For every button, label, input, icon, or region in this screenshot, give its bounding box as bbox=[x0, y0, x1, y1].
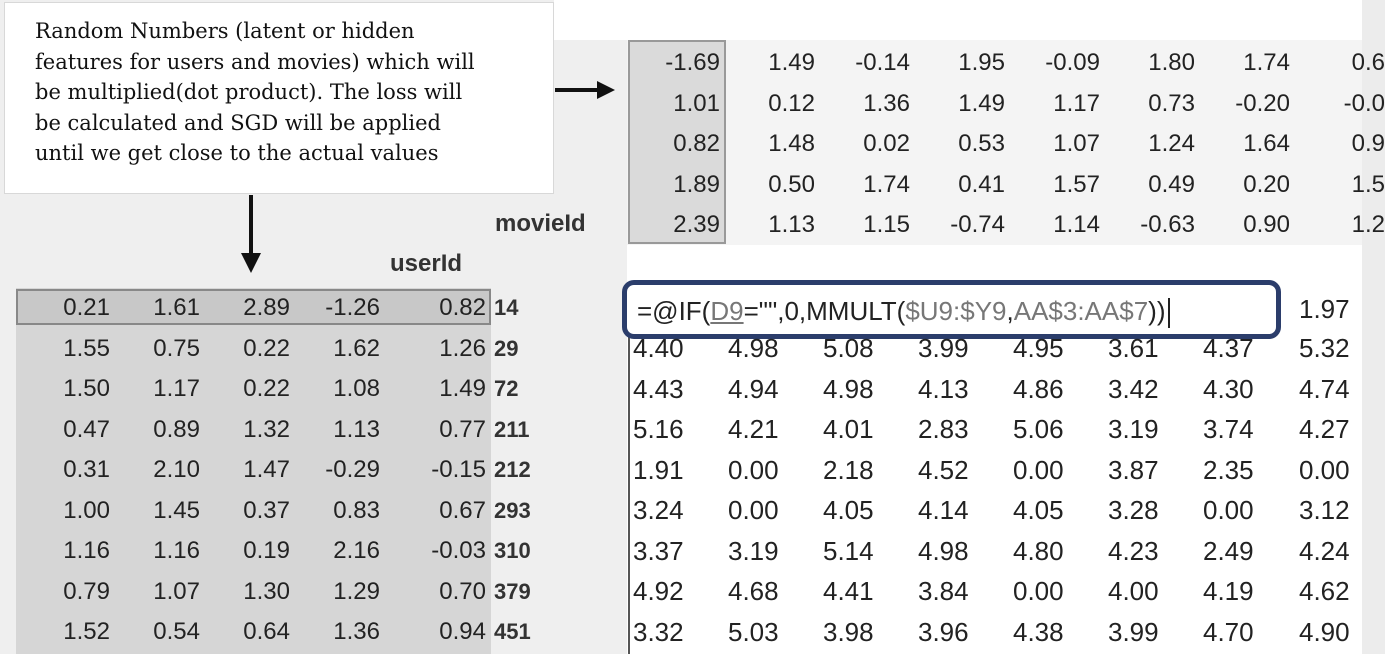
arrow-down-icon bbox=[236, 195, 266, 275]
user-factor-cell[interactable]: 0.19 bbox=[243, 537, 290, 564]
user-factor-cell[interactable]: 1.47 bbox=[243, 456, 290, 483]
movie-factor-cell[interactable]: 0.53 bbox=[958, 130, 1005, 157]
prediction-cell[interactable]: 2.83 bbox=[918, 414, 969, 444]
prediction-cell[interactable]: 4.05 bbox=[823, 495, 874, 525]
user-factor-cell[interactable]: 1.52 bbox=[63, 618, 110, 645]
movie-factor-cell[interactable]: 1.15 bbox=[863, 211, 910, 238]
movie-factor-cell[interactable]: 1.80 bbox=[1148, 49, 1195, 76]
user-factor-cell[interactable]: 1.16 bbox=[63, 537, 110, 564]
user-id-cell: 29 bbox=[494, 335, 519, 361]
user-factor-cell[interactable]: 0.77 bbox=[439, 415, 486, 443]
top-white-area bbox=[554, 0, 1362, 40]
user-factor-cell[interactable]: 1.61 bbox=[153, 294, 200, 321]
user-factor-cell[interactable]: 0.89 bbox=[153, 415, 200, 443]
user-id-cell: 212 bbox=[494, 457, 531, 482]
prediction-cell[interactable]: 4.52 bbox=[918, 454, 969, 485]
user-factor-cell[interactable]: -0.29 bbox=[325, 456, 380, 483]
movie-factor-cell[interactable]: -0.63 bbox=[1140, 211, 1195, 238]
user-factor-cell[interactable]: 1.30 bbox=[243, 577, 290, 605]
user-id-header: userId bbox=[390, 250, 463, 277]
user-factor-cell[interactable]: 0.75 bbox=[153, 334, 200, 362]
prediction-cell[interactable]: 4.13 bbox=[918, 373, 969, 404]
prediction-cell[interactable]: 4.19 bbox=[1203, 576, 1254, 606]
user-id-cell: 379 bbox=[494, 578, 531, 604]
movie-factor-cell[interactable]: -0.74 bbox=[950, 211, 1005, 238]
movie-factor-cell[interactable]: 1.01 bbox=[673, 89, 720, 117]
movie-factor-cell[interactable]: -0.09 bbox=[1045, 49, 1100, 76]
user-factor-cell[interactable]: 0.67 bbox=[439, 496, 486, 524]
user-factor-cell[interactable]: 1.62 bbox=[333, 334, 380, 362]
prediction-cell[interactable]: 3.37 bbox=[633, 535, 684, 566]
prediction-cell[interactable]: 4.98 bbox=[728, 333, 779, 363]
prediction-cell[interactable]: 4.95 bbox=[1013, 333, 1064, 363]
prediction-cell[interactable]: 1.97 bbox=[1299, 294, 1350, 324]
prediction-cell[interactable]: 0.00 bbox=[1299, 454, 1350, 485]
user-factor-cell[interactable]: -0.15 bbox=[431, 456, 486, 483]
prediction-cell[interactable]: 4.92 bbox=[633, 576, 684, 606]
movie-factor-cell[interactable]: 2.39 bbox=[673, 211, 720, 238]
user-factor-cell[interactable]: -1.26 bbox=[325, 294, 380, 321]
prediction-cell[interactable]: 3.28 bbox=[1108, 495, 1159, 525]
movie-factor-cell[interactable]: 1.49 bbox=[958, 89, 1005, 117]
movie-factor-cell[interactable]: 0.02 bbox=[863, 130, 910, 157]
user-factor-cell[interactable]: 0.21 bbox=[63, 294, 110, 321]
user-id-cell: 211 bbox=[494, 416, 530, 442]
prediction-cell[interactable]: 4.00 bbox=[1108, 576, 1159, 606]
user-factor-cell[interactable]: 1.29 bbox=[333, 577, 380, 605]
movie-factor-cell[interactable]: -1.69 bbox=[665, 49, 720, 76]
movie-factor-cell[interactable]: 1.57 bbox=[1053, 170, 1100, 198]
prediction-cell[interactable]: 0.00 bbox=[1203, 495, 1254, 525]
prediction-cell[interactable]: 4.01 bbox=[823, 414, 874, 444]
movie-factor-cell[interactable]: 1.36 bbox=[863, 89, 910, 117]
prediction-cell[interactable]: 4.41 bbox=[823, 576, 874, 606]
prediction-cell[interactable]: 4.62 bbox=[1299, 576, 1350, 606]
movie-factor-cell[interactable]: 0.41 bbox=[958, 170, 1005, 198]
prediction-cell[interactable]: 5.06 bbox=[1013, 414, 1064, 444]
movie-factor-cell[interactable]: 1.13 bbox=[768, 211, 815, 238]
movie-factor-cell[interactable]: 1.07 bbox=[1053, 130, 1100, 157]
user-factor-cell[interactable]: 0.82 bbox=[439, 294, 486, 321]
user-factor-cell[interactable]: 2.89 bbox=[243, 294, 290, 321]
user-factor-cell[interactable]: 0.47 bbox=[63, 415, 110, 443]
prediction-cell[interactable]: 4.23 bbox=[1108, 535, 1159, 566]
prediction-cell[interactable]: 4.74 bbox=[1299, 373, 1350, 404]
formula-text[interactable]: =@IF(D9="",0,MMULT($U9:$Y9,AA$3:AA$7)) bbox=[637, 293, 1170, 329]
user-factor-cell[interactable]: 1.36 bbox=[333, 618, 380, 645]
prediction-cell[interactable]: 4.86 bbox=[1013, 373, 1064, 404]
movie-factor-cell[interactable]: 1.74 bbox=[1243, 49, 1290, 76]
user-factor-cell[interactable]: 2.10 bbox=[153, 456, 200, 483]
prediction-cell[interactable]: 0.00 bbox=[1013, 454, 1064, 485]
prediction-cell[interactable]: 2.35 bbox=[1203, 454, 1254, 485]
movie-factor-cell[interactable]: 1.24 bbox=[1148, 130, 1195, 157]
user-id-cell: 72 bbox=[494, 376, 519, 401]
prediction-cell[interactable]: 3.24 bbox=[633, 495, 684, 525]
prediction-cell[interactable]: 4.30 bbox=[1203, 373, 1254, 404]
prediction-cell[interactable]: 0.00 bbox=[1013, 576, 1064, 606]
user-id-cell: 14 bbox=[494, 295, 519, 320]
user-factor-cell[interactable]: 0.64 bbox=[243, 618, 290, 645]
movie-factor-cell[interactable]: 1.74 bbox=[863, 170, 910, 198]
prediction-cell[interactable]: 3.99 bbox=[918, 333, 969, 363]
prediction-cell[interactable]: 4.24 bbox=[1299, 535, 1350, 566]
prediction-cell[interactable]: 4.94 bbox=[728, 373, 779, 404]
prediction-cell[interactable]: 3.19 bbox=[728, 535, 779, 566]
prediction-cell[interactable]: 5.16 bbox=[633, 414, 684, 444]
movie-factor-cell[interactable]: -0.0 bbox=[1343, 89, 1385, 117]
user-factor-cell[interactable]: 1.32 bbox=[243, 415, 290, 443]
annotation-callout: Random Numbers (latent or hidden features for users and movies) which will be multiplied(dot product). The loss will be calculated and SGD will be applied until we get close to the actual values bbox=[4, 2, 554, 194]
prediction-cell[interactable]: 4.90 bbox=[1299, 616, 1350, 647]
user-id-cell: 310 bbox=[494, 538, 531, 563]
prediction-cell[interactable]: 4.68 bbox=[728, 576, 779, 606]
movie-factor-cell[interactable]: 1.48 bbox=[768, 130, 815, 157]
prediction-cell[interactable]: 2.18 bbox=[823, 454, 874, 485]
prediction-cell[interactable]: 3.19 bbox=[1108, 414, 1159, 444]
prediction-cell[interactable]: 3.96 bbox=[918, 616, 969, 647]
user-factor-cell[interactable]: 0.70 bbox=[439, 577, 486, 605]
prediction-cell[interactable]: 3.42 bbox=[1108, 373, 1159, 404]
movie-factor-cell[interactable]: 1.95 bbox=[958, 49, 1005, 76]
user-factor-cell[interactable]: 1.49 bbox=[439, 375, 486, 402]
movie-factor-cell[interactable]: 0.6 bbox=[1351, 49, 1385, 76]
prediction-cell[interactable]: 0.00 bbox=[728, 495, 779, 525]
user-factor-cell[interactable]: 1.07 bbox=[153, 577, 200, 605]
movie-factor-cell[interactable]: 0.90 bbox=[1243, 211, 1290, 238]
movie-id-header: movieId bbox=[495, 210, 586, 237]
prediction-cell[interactable]: 3.12 bbox=[1299, 495, 1350, 525]
prediction-cell[interactable]: 0.00 bbox=[728, 454, 779, 485]
prediction-cell[interactable]: 3.98 bbox=[823, 616, 874, 647]
text-caret bbox=[1168, 298, 1170, 328]
user-factor-cell[interactable]: 0.83 bbox=[333, 496, 380, 524]
prediction-cell[interactable]: 2.49 bbox=[1203, 535, 1254, 566]
prediction-cell[interactable]: 4.27 bbox=[1299, 414, 1350, 444]
movie-factor-cell[interactable]: 1.14 bbox=[1053, 211, 1100, 238]
user-factor-cell[interactable]: 1.00 bbox=[63, 496, 110, 524]
user-factor-cell[interactable]: 0.31 bbox=[63, 456, 110, 483]
prediction-cell[interactable]: 4.14 bbox=[918, 495, 969, 525]
movie-factor-cell[interactable]: 0.50 bbox=[768, 170, 815, 198]
user-factor-cell[interactable]: 1.08 bbox=[333, 375, 380, 402]
prediction-cell[interactable]: 3.99 bbox=[1108, 616, 1159, 647]
user-factor-cell[interactable]: 1.16 bbox=[153, 537, 200, 564]
prediction-cell[interactable]: 4.21 bbox=[728, 414, 779, 444]
prediction-cell[interactable]: 4.43 bbox=[633, 373, 684, 404]
movie-factor-cell[interactable]: 1.5 bbox=[1351, 170, 1385, 198]
movie-factor-cell[interactable]: 0.73 bbox=[1148, 89, 1195, 117]
user-factor-cell[interactable]: 0.22 bbox=[243, 334, 290, 362]
prediction-cell[interactable]: 3.32 bbox=[633, 616, 684, 647]
user-factor-cell[interactable]: 0.22 bbox=[243, 375, 290, 402]
movie-factor-cell[interactable]: 0.9 bbox=[1351, 130, 1385, 157]
prediction-cell[interactable]: 4.38 bbox=[1013, 616, 1064, 647]
user-factor-cell[interactable]: -0.03 bbox=[431, 537, 486, 564]
prediction-cell[interactable]: 5.32 bbox=[1299, 333, 1350, 363]
user-factor-cell[interactable]: 1.55 bbox=[63, 334, 110, 362]
user-factor-cell[interactable]: 1.17 bbox=[153, 375, 200, 402]
prediction-cell[interactable]: 4.98 bbox=[823, 373, 874, 404]
arrow-right-icon bbox=[555, 80, 615, 100]
movie-factor-cell[interactable]: 0.20 bbox=[1243, 170, 1290, 198]
prediction-cell[interactable]: 3.87 bbox=[1108, 454, 1159, 485]
user-factor-cell[interactable]: 1.50 bbox=[63, 375, 110, 402]
prediction-cell[interactable]: 3.84 bbox=[918, 576, 969, 606]
prediction-cell[interactable]: 4.37 bbox=[1203, 333, 1254, 363]
user-id-cell: 451 bbox=[494, 619, 531, 644]
movie-factor-cell[interactable]: 1.64 bbox=[1243, 130, 1290, 157]
movie-factor-cell[interactable]: -0.14 bbox=[855, 49, 910, 76]
user-factor-cell[interactable]: 0.94 bbox=[439, 618, 486, 645]
prediction-cell[interactable]: 5.08 bbox=[823, 333, 874, 363]
prediction-cell[interactable]: 4.80 bbox=[1013, 535, 1064, 566]
movie-factor-cell[interactable]: 1.2 bbox=[1351, 211, 1385, 238]
user-factor-cell[interactable]: 0.79 bbox=[63, 577, 110, 605]
prediction-cell[interactable]: 5.03 bbox=[728, 616, 779, 647]
prediction-cell[interactable]: 5.14 bbox=[823, 535, 874, 566]
user-factor-cell[interactable]: 2.16 bbox=[333, 537, 380, 564]
movie-factor-cell[interactable]: 1.89 bbox=[673, 170, 720, 198]
prediction-cell[interactable]: 4.98 bbox=[918, 535, 969, 566]
prediction-cell[interactable]: 4.05 bbox=[1013, 495, 1064, 525]
user-factor-cell[interactable]: 0.54 bbox=[153, 618, 200, 645]
prediction-cell[interactable]: 3.61 bbox=[1108, 333, 1159, 363]
prediction-cell[interactable]: 1.91 bbox=[633, 454, 684, 485]
movie-factor-cell[interactable]: 1.17 bbox=[1053, 89, 1100, 117]
movie-factor-cell[interactable]: 0.49 bbox=[1148, 170, 1195, 198]
prediction-cell[interactable]: 4.40 bbox=[633, 333, 684, 363]
movie-factor-cell[interactable]: 0.82 bbox=[673, 130, 720, 157]
movie-factor-cell[interactable]: 1.49 bbox=[768, 49, 815, 76]
prediction-cell[interactable]: 4.70 bbox=[1203, 616, 1254, 647]
user-id-cell: 293 bbox=[494, 497, 531, 523]
movie-factor-cell[interactable]: 0.12 bbox=[768, 89, 815, 117]
user-factor-cell[interactable]: 0.37 bbox=[243, 496, 290, 524]
user-factor-cell[interactable]: 1.45 bbox=[153, 496, 200, 524]
column-divider bbox=[628, 285, 630, 654]
user-factor-cell[interactable]: 1.26 bbox=[439, 334, 486, 362]
prediction-cell[interactable]: 3.74 bbox=[1203, 414, 1254, 444]
user-factor-cell[interactable]: 1.13 bbox=[333, 415, 380, 443]
movie-factor-cell[interactable]: -0.20 bbox=[1235, 89, 1290, 117]
